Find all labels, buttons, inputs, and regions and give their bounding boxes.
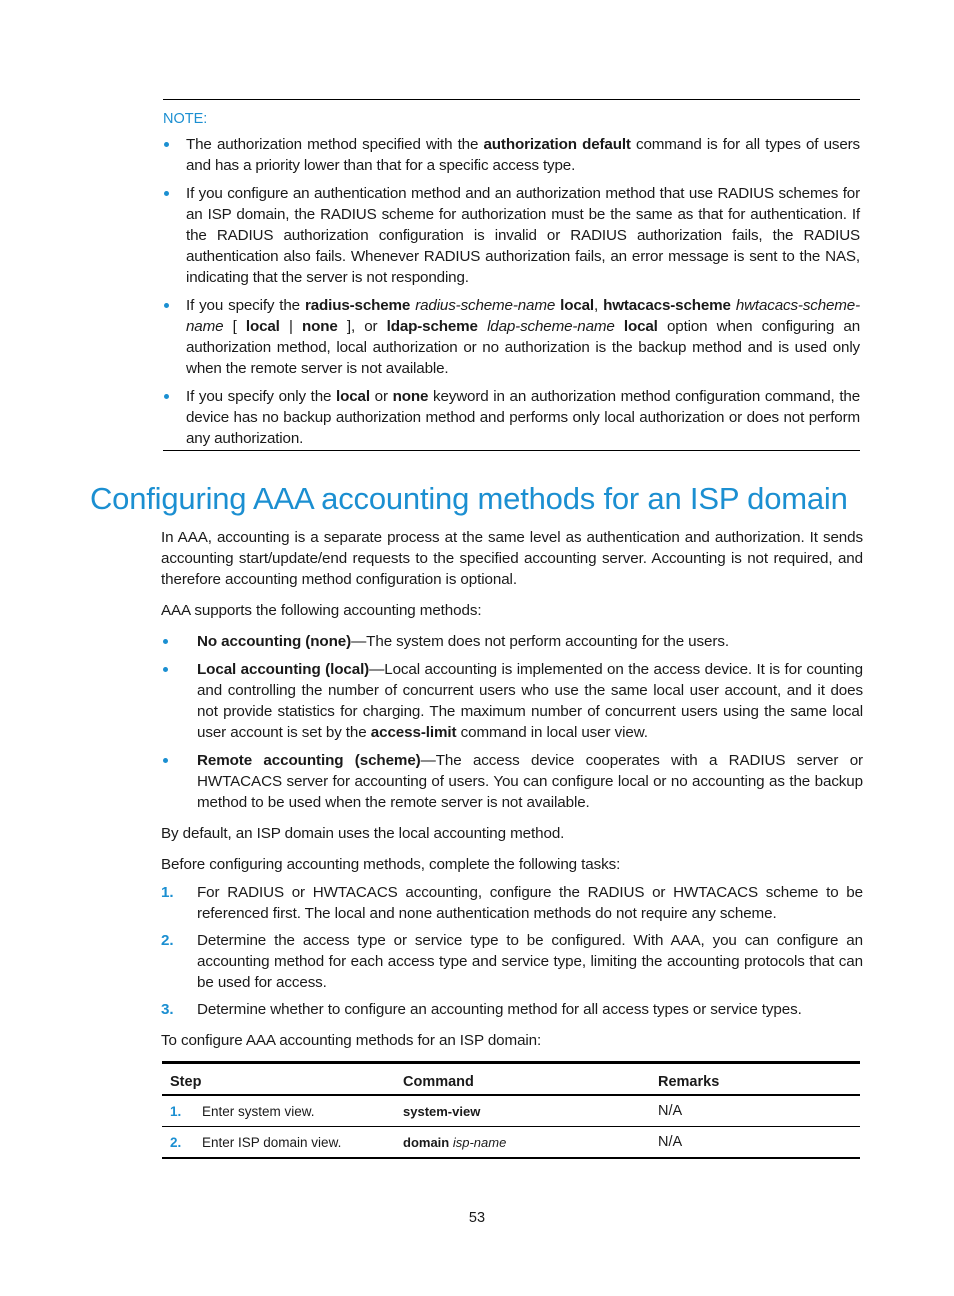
header-step: Step	[170, 1074, 202, 1090]
method-item-local: Local accounting (local)—Local accounting is implemented on the access device. It is for counting and controlling the number of concurrent users who use the same local user account, and it does not provide statistics for charging. The maximum number of concurrent users using the same local user account is set by the access-limit command in local user view.	[161, 659, 863, 743]
method-item-none: No accounting (none)—The system does not perform accounting for the users.	[161, 631, 863, 652]
command-table	[162, 1061, 860, 1159]
accounting-methods-list	[161, 631, 863, 813]
section-body	[161, 527, 863, 1061]
page-number: 53	[468, 1210, 486, 1226]
before-paragraph: Before configuring accounting methods, complete the following tasks:	[161, 856, 621, 873]
note-item: If you specify only the local or none keyword in an authorization method configuration command, the device has no backup authorization method and performs only local authorization or does not perform any authorization.	[163, 386, 860, 449]
supports-paragraph: AAA supports the following accounting methods:	[161, 602, 482, 619]
method-item-scheme: Remote accounting (scheme)—The access device cooperates with a RADIUS server or HWTACACS server for accounting of users. You can configure local or no accounting as the backup method to be used when the remote server is not available.	[161, 750, 863, 813]
table-intro-paragraph: To configure AAA accounting methods for an ISP domain:	[161, 1032, 542, 1049]
note-item: If you configure an authentication method and an authorization method that use RADIUS schemes for an ISP domain, the RADIUS scheme for authorization must be the same as that for authentication. If the RADIUS authorization configuration is invalid or RADIUS authorization fails, the RADIUS authentication also fails. Whenever RADIUS authorization fails, an error message is sent to the NAS, indicating that the server is not responding.	[163, 183, 860, 288]
default-paragraph: By default, an ISP domain uses the local accounting method.	[161, 825, 565, 842]
table-header-row	[162, 1063, 860, 1096]
task-item: 2. Determine the access type or service type to be configured. With AAA, you can configure an accounting method for each access type and service type, limiting the accounting protocols that can be used for access.	[161, 932, 863, 991]
command-cell: domain isp-name	[403, 1135, 507, 1150]
table-row	[162, 1127, 860, 1159]
task-item: 3. Determine whether to configure an accounting method for all access types or service types.	[161, 1001, 802, 1018]
header-command: Command	[403, 1074, 474, 1090]
step-cell: 1. Enter system view.	[170, 1104, 315, 1119]
task-list	[161, 882, 863, 1020]
step-cell: 2. Enter ISP domain view.	[170, 1135, 342, 1150]
header-remarks: Remarks	[658, 1074, 720, 1090]
table-row	[162, 1095, 860, 1127]
remarks-cell: N/A	[658, 1103, 683, 1119]
section-heading: Configuring AAA accounting methods for an ISP domain	[90, 481, 848, 516]
task-item: 1. For RADIUS or HWTACACS accounting, configure the RADIUS or HWTACACS scheme to be referenced first. The local and none authentication methods do not require any scheme.	[161, 884, 863, 922]
command-cell: system-view	[403, 1104, 481, 1119]
note-box	[163, 99, 860, 451]
intro-paragraph: In AAA, accounting is a separate process at the same level as authentication and authorization. It sends accounting start/update/end requests to the specified accounting server. Accounting is not required, and therefore accounting method configuration is optional.	[161, 529, 863, 588]
remarks-cell: N/A	[658, 1134, 683, 1150]
note-item: If you specify the radius-scheme radius-scheme-name local, hwtacacs-scheme hwtacacs-scheme-name [ local | none ], or ldap-scheme ldap-scheme-name local option when configuring an authorization method, local authorization or no authorization is the backup method and is used only when the remote server is not available.	[163, 295, 860, 379]
note-item: The authorization method specified with the authorization default command is for all types of users and has a priority lower than that for a specific access type.	[163, 134, 860, 176]
note-list	[163, 134, 860, 449]
note-label: NOTE:	[163, 111, 208, 127]
